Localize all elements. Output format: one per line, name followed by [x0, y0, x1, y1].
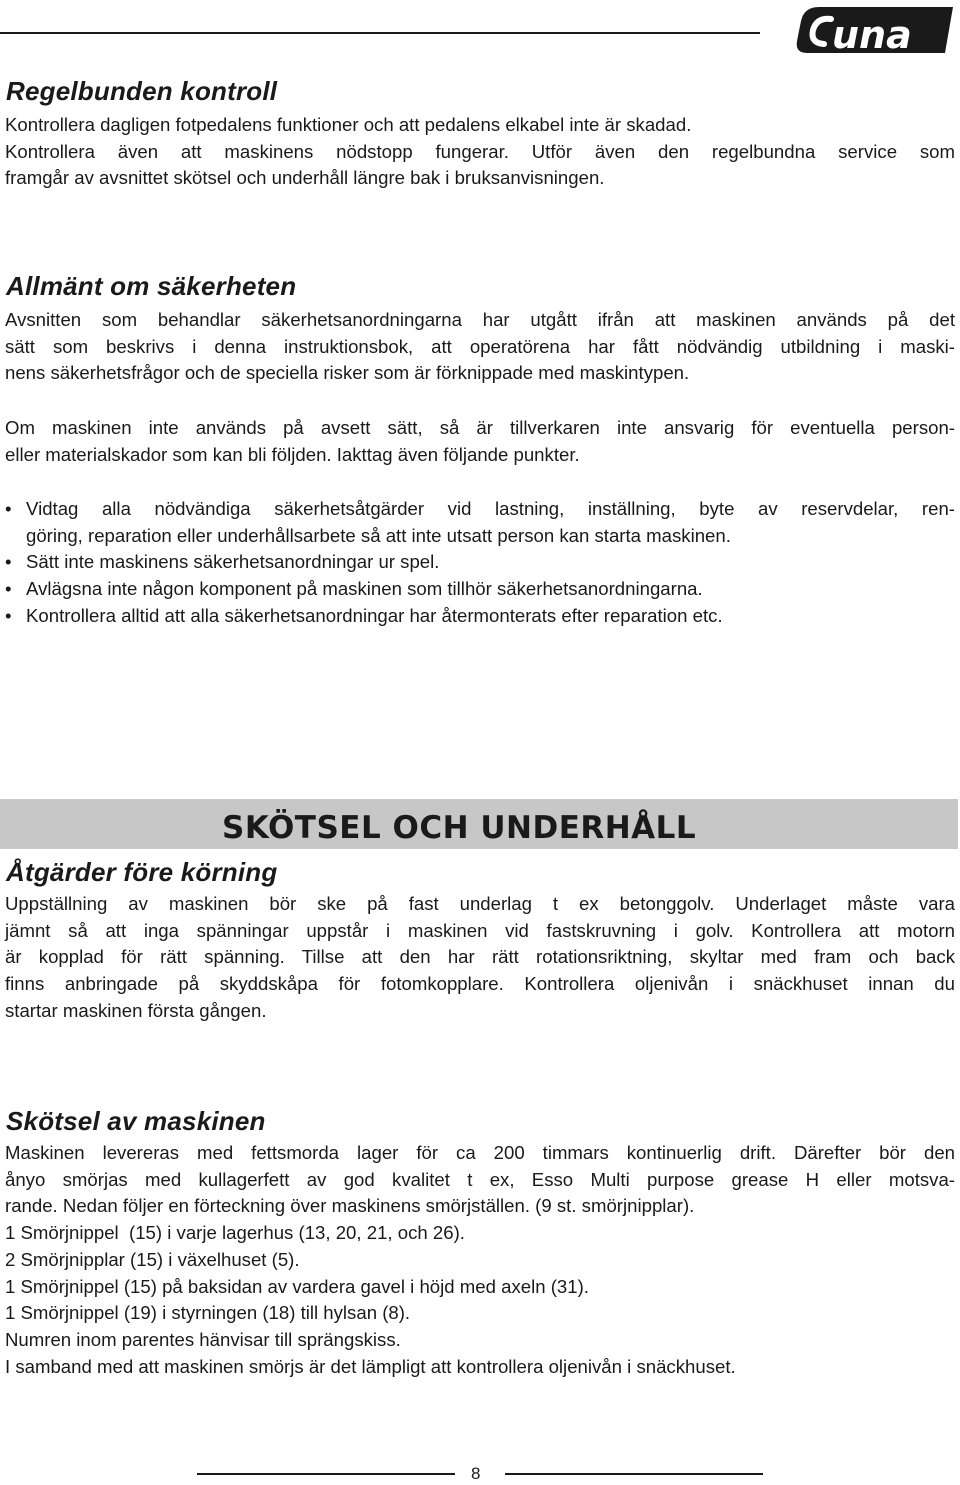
- list-item: [5, 549, 955, 576]
- paragraph-safety-liability: [5, 415, 955, 468]
- footer-rule-left: [197, 1473, 455, 1475]
- text-line: 2 Smörjnipplar (15) i växelhuset (5).: [5, 1248, 300, 1270]
- page-number: 8: [471, 1464, 481, 1483]
- paragraph-before-running: [5, 891, 955, 1025]
- text-line: Kontrollera alltid att alla säkerhetsanordningar har återmonterats efter reparation etc.: [26, 604, 723, 626]
- bullet-dot: •: [5, 551, 12, 573]
- luna-logo: [793, 3, 957, 57]
- bullet-dot: •: [5, 604, 12, 626]
- paragraph-safety-intro: [5, 307, 955, 387]
- bullet-dot: •: [5, 498, 12, 519]
- paragraph-machine-care: [5, 1140, 955, 1380]
- text-line: Kontrollera dagligen fotpedalens funktioner och att pedalens elkabel inte är skadad.: [5, 114, 692, 135]
- text-line: framgår av avsnittet skötsel och underhåll längre bak i bruksanvisningen.: [5, 167, 605, 189]
- text-line: Sätt inte maskinens säkerhetsanordningar ur spel.: [26, 551, 440, 573]
- text-line: finns anbringade på skyddskåpa för fotomkopplare. Kontrollera oljenivån i snäckhuset innan du: [5, 973, 955, 995]
- text-line: Kontrollera även att maskinens nödstopp fungerar. Utför även den regelbundna service som: [5, 140, 955, 162]
- footer-rule-right: [505, 1473, 763, 1475]
- text-line: Maskinen levereras med fettsmorda lager för ca 200 timmars kontinuerlig drift. Därefter bör den: [5, 1142, 955, 1163]
- text-line: 1 Smörjnippel (15) på baksidan av vardera gavel i höjd med axeln (31).: [5, 1275, 589, 1297]
- text-line: nens säkerhetsfrågor och de speciella risker som är förknippade med maskintypen.: [5, 362, 690, 384]
- text-line: Uppställning av maskinen bör ske på fast underlag t ex betonggolv. Underlaget måste vara: [5, 893, 955, 914]
- text-line: jämnt så att inga spänningar uppstår i maskinen vid fastskruvning i golv. Kontrollera att motorn: [5, 919, 955, 941]
- text-line: sätt som beskrivs i denna instruktionsbok, att operatörena har fått nödvändig utbildning i maski-: [5, 335, 955, 357]
- text-line: Avsnitten som behandlar säkerhetsanordningarna har utgått ifrån att maskinen används på det: [5, 309, 955, 330]
- heading-safety: Allmänt om säkerheten: [6, 271, 297, 301]
- text-line: Avlägsna inte någon komponent på maskinen som tillhör säkerhetsanordningarna.: [26, 578, 703, 600]
- text-line: 1 Smörjnippel (15) i varje lagerhus (13, 20, 21, och 26).: [5, 1222, 465, 1244]
- text-line: Vidtag alla nödvändiga säkerhetsåtgärder vid lastning, inställning, byte av reservdelar, ren-: [26, 498, 955, 519]
- text-line: Numren inom parentes hänvisar till sprängskiss.: [5, 1328, 401, 1350]
- text-line: startar maskinen första gången.: [5, 999, 267, 1021]
- text-line: 1 Smörjnippel (19) i styrningen (18) till hylsan (8).: [5, 1302, 411, 1324]
- header-rule: [0, 32, 760, 34]
- section-banner-title: SKÖTSEL OCH UNDERHÅLL: [222, 810, 697, 846]
- text-line: rande. Nedan följer en förteckning över maskinens smörjställen. (9 st. smörjnipplar).: [5, 1195, 695, 1217]
- text-line: I samband med att maskinen smörjs är det lämpligt att kontrollera oljenivån i snäckhuset.: [5, 1355, 736, 1377]
- text-line: är kopplad för rätt spänning. Tillse att den har rätt rotationsriktning, skyltar med fram och back: [5, 946, 955, 968]
- list-item: [5, 603, 955, 630]
- svg-text:una: una: [832, 13, 912, 57]
- heading-machine-care: Skötsel av maskinen: [6, 1106, 266, 1136]
- paragraph-regular-check: [5, 112, 955, 192]
- heading-regular-check: Regelbunden kontroll: [6, 76, 278, 106]
- text-line: ånyo smörjas med kullagerfett av god kvalitet t ex, Esso Multi purpose grease H eller motsva-: [5, 1168, 955, 1190]
- list-item: [5, 496, 955, 549]
- heading-before-running: Åtgärder före körning: [6, 857, 278, 887]
- text-line: eller materialskador som kan bli följden. Iakttag även följande punkter.: [5, 443, 580, 465]
- text-line: Om maskinen inte används på avsett sätt, så är tillverkaren inte ansvarig för eventuella person-: [5, 417, 955, 438]
- safety-bullet-list: [5, 496, 955, 630]
- list-item: [5, 576, 955, 603]
- text-line: göring, reparation eller underhållsarbete så att inte utsatt person kan starta maskinen.: [26, 524, 731, 546]
- bullet-dot: •: [5, 578, 12, 600]
